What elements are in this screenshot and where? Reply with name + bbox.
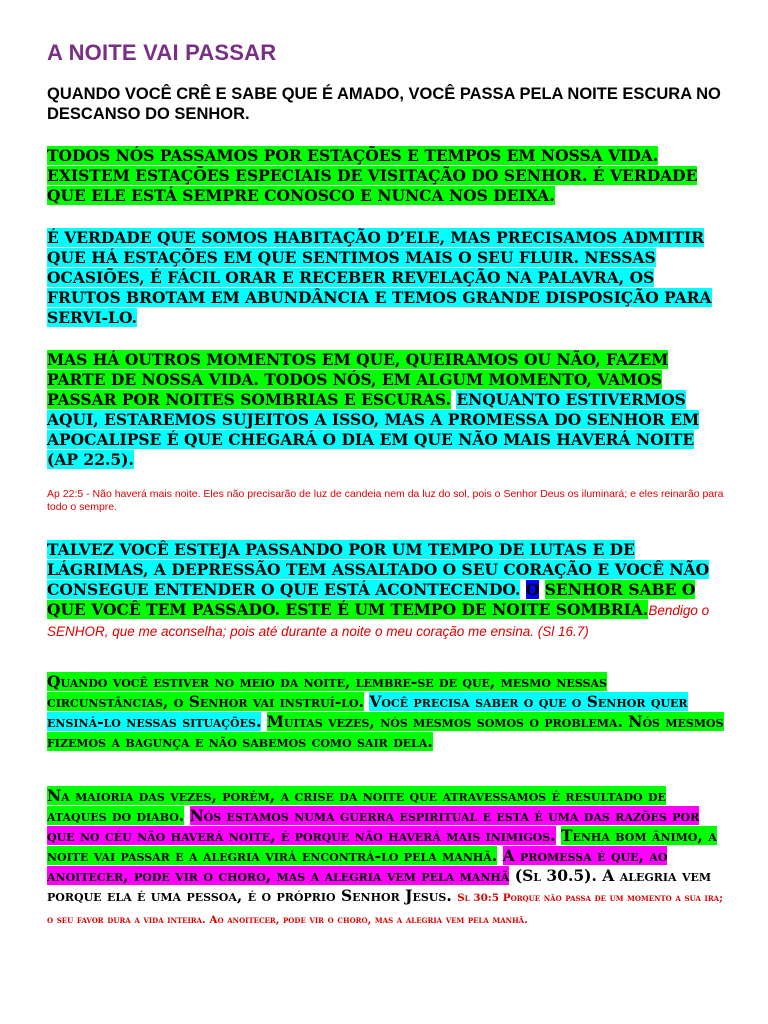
highlight-green: Na maioria das vezes, porém, a crise da noite que atravessamos é resultado de ataques do diabo.: [47, 786, 666, 825]
highlight-green: MAS HÁ OUTROS MOMENTOS EM QUE, QUEIRAMOS OU NÃO, FAZEM PARTE DE NOSSA VIDA. TODOS NÓS, EM ALGUM MOMENTO, VAMOS PASSAR POR NOITES SOMBRIAS E ESCURAS.: [47, 350, 669, 409]
highlight-green: TODOS NÓS PASSAMOS POR ESTAÇÕES E TEMPOS EM NOSSA VIDA. EXISTEM ESTAÇÕES ESPECIAIS DE VISITAÇÃO DO SENHOR. É VERDADE QUE ELE ESTÁ SEMPRE CONOSCO E NUNCA NOS DEIXA.: [47, 146, 698, 205]
paragraph-3: [47, 350, 727, 470]
paragraph-6-plain: (Sl 30.5). A alegria vem porque ela é uma pessoa, é o próprio Senhor Jesus.: [47, 866, 712, 905]
paragraph-2: [47, 228, 727, 328]
footnote-label: Ap 22:5: [47, 488, 84, 500]
highlight-blue: O: [525, 580, 540, 599]
paragraph-5: [47, 672, 727, 752]
scripture-quote: Bendigo o SENHOR, que me aconselha; pois até durante a noite o meu coração me ensina. (Sl 16.7): [47, 603, 710, 639]
footnote-text: - Não haverá mais noite. Eles não precisarão de luz de candeia nem da luz do sol, pois o Senhor Deus os iluminará; e eles reinarão para todo o sempre.: [47, 488, 724, 513]
highlight-green: Quando você estiver no meio da noite, lembre-se de que, mesmo nessas circunstâncias, o Senhor vai instruí-lo.: [47, 672, 607, 711]
document-page: [47, 40, 727, 946]
highlight-green: Tenha bom ânimo, a noite vai passar e a alegria virá encontrá-lo pela manhã.: [47, 826, 717, 865]
highlight-cyan: Você precisa saber o que o Senhor quer ensiná-lo nessas situações.: [47, 692, 688, 731]
footnote-sl-30-5: Sl 30:5 Porque não passa de um momento a sua ira; o seu favor dura a vida inteira. Ao anoitecer, pode vir o choro, mas a alegria vem pela manhã.: [47, 892, 723, 926]
paragraph-4: [47, 540, 727, 642]
highlight-green: Muitas vezes, nós mesmos somos o problema. Nós mesmos fizemos a bagunça e não sabemos como sair dela.: [47, 712, 724, 751]
highlight-cyan: É VERDADE QUE SOMOS HABITAÇÃO D’ELE, MAS PRECISAMOS ADMITIR QUE HÁ ESTAÇÕES EM QUE SENTIMOS MAIS O SEU FLUIR. NESSAS OCASIÕES, É FÁCIL ORAR E RECEBER REVELAÇÃO NA PALAVRA, OS FRUTOS BROTAM EM ABUNDÂNCIA E TEMOS GRANDE DISPOSIÇÃO PARA SERVI-LO.: [47, 228, 712, 327]
highlight-cyan: ENQUANTO ESTIVERMOS AQUI, ESTAREMOS SUJEITOS A ISSO, MAS A PROMESSA DO SENHOR EM APOCALIPSE É QUE CHEGARÁ O DIA EM QUE NÃO MAIS HAVERÁ NOITE (AP 22.5).: [47, 390, 700, 469]
footnote-ap-22-5: [47, 488, 727, 514]
paragraph-1: [47, 146, 727, 206]
highlight-magenta: A promessa é que, ao anoitecer, pode vir o choro, mas a alegria vem pela manhã: [47, 846, 668, 885]
highlight-magenta: Nós estamos numa guerra espiritual e esta é uma das razões por que no céu não haverá noite, é porque não haverá mais inimigos.: [47, 806, 700, 845]
highlight-cyan: TALVEZ VOCÊ ESTEJA PASSANDO POR UM TEMPO DE LUTAS E DE LÁGRIMAS, A DEPRESSÃO TEM ASSALTADO O SEU CORAÇÃO E VOCÊ NÃO CONSEGUE ENTENDER O QUE ESTÁ ACONTECENDO.: [47, 540, 710, 599]
subtitle: QUANDO VOCÊ CRÊ E SABE QUE É AMADO, VOCÊ PASSA PELA NOITE ESCURA NO DESCANSO DO SENHOR.: [47, 85, 721, 123]
paragraph-6: [47, 786, 727, 930]
highlight-green: SENHOR SABE O QUE VOCÊ TEM PASSADO. ESTE É UM TEMPO DE NOITE SOMBRIA.: [47, 580, 696, 619]
page-title: A NOITE VAI PASSAR: [47, 40, 277, 65]
